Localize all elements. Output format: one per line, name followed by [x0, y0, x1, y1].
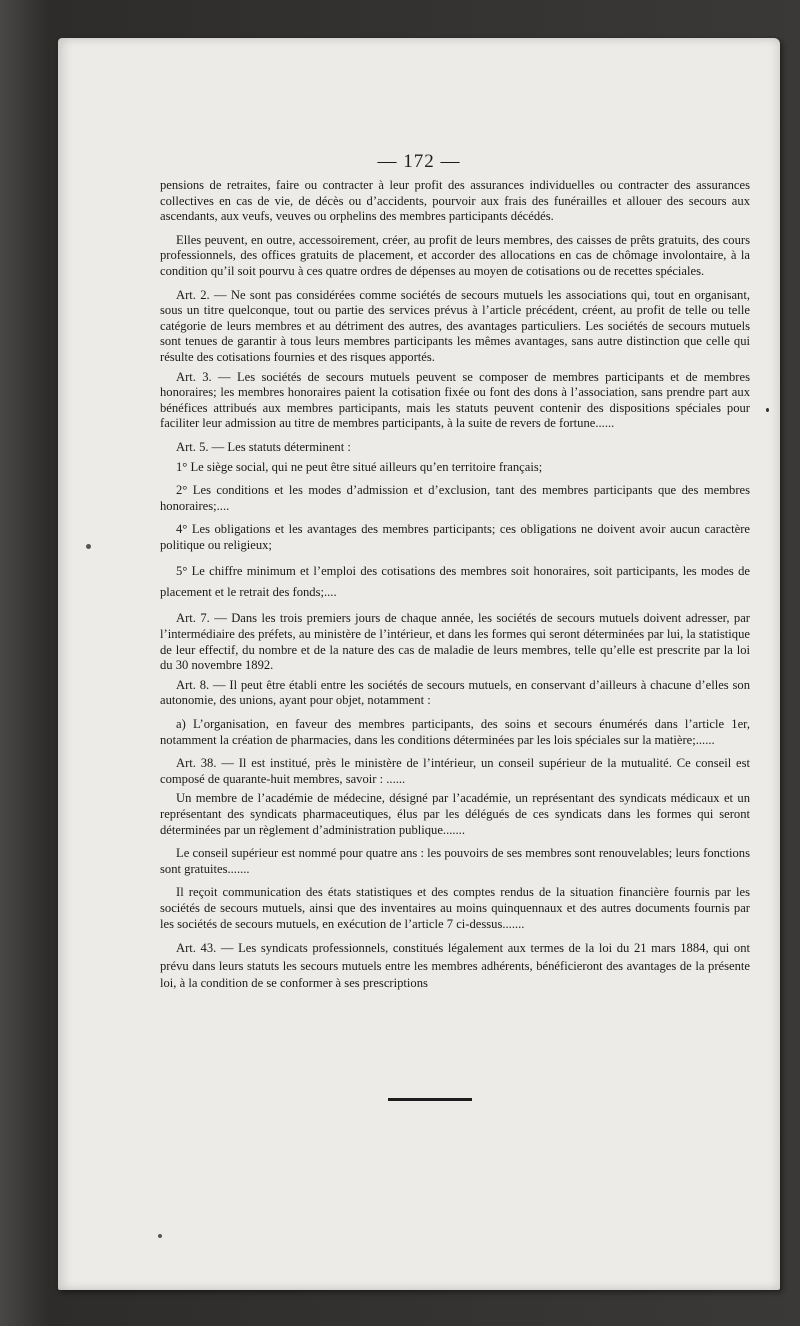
page-number: — 172 — [377, 151, 461, 172]
paragraph-art-43: Art. 43. — Les syndicats professionnels, constitués légalement aux termes de la loi du 21 mars 1884, qui ont prévu dans leurs statuts les secours mutuels entre les membres adhérents, bénéficieront des avantages de la présente loi, à la condition de se conformer à ses prescriptions [160, 941, 750, 991]
closing-rule [388, 1098, 472, 1101]
paragraph-art-5-item-1: 1° Le siège social, qui ne peut être situé ailleurs qu’en territoire français; [176, 459, 543, 474]
paragraph-art-38-statistics: Il reçoit communication des états statistiques et des comptes rendus de la situation financière fournis par les sociétés de secours mutuels, ainsi que des inventaires au moins quinquennaux et des autres documents fournis par les sociétés de secours mutuels, en exécution de l’article 7 ci-dessus....... [160, 885, 750, 931]
paragraph-art-2: Art. 2. — Ne sont pas considérées comme sociétés de secours mutuels les associations qui, tout en organisant, sous un titre quelconque, tout ou partie des services prévus à l’article précédent, créent, au profit de telle ou telle catégorie de leurs membres et au détriment des autres, des avantages particuliers. Les sociétés de secours mutuels sont tenues de garantir à tous leurs membres participants les mêmes avantages, sans autre distinction que celle qui résulte des cotisations fournies et des risques apportés. [160, 287, 750, 364]
paragraph-art-3: Art. 3. — Les sociétés de secours mutuels peuvent se composer de membres participants et de membres honoraires; les membres honoraires paient la cotisation fixée ou font des dons à l’association, sans prendre part aux bénéfices attribués aux membres participants, mais les statuts peuvent contenir des dispositions spéciales pour faciliter leur admission au titre de membres participants, à la suite de revers de fortune...... [160, 369, 750, 431]
paragraph-art-38-members: Un membre de l’académie de médecine, désigné par l’académie, un représentant des syndicats médicaux et un représentant des syndicats pharmaceutiques, élus par les délégués de ces syndicats dans les formes qui seront déterminées par un règlement d’administration publique....... [160, 791, 750, 837]
paragraph-art-5-item-2: 2° Les conditions et les modes d’admission et d’exclusion, tant des membres participants que des membres honoraires;.... [160, 483, 750, 513]
paragraph-art-38: Art. 38. — Il est institué, près le ministère de l’intérieur, un conseil supérieur de la mutualité. Ce conseil est composé de quarante-huit membres, savoir : ...... [160, 756, 750, 786]
paragraph-art-5-item-5: 5° Le chiffre minimum et l’emploi des cotisations des membres soit honoraires, soit participants, les modes de placement et le retrait des fonds;.... [160, 564, 750, 600]
paragraph-art-8: Art. 8. — Il peut être établi entre les sociétés de secours mutuels, en conservant d’ailleurs à chacune d’elles son autonomie, des unions, ayant pour objet, notamment : [160, 677, 750, 708]
document-page [58, 38, 780, 1290]
paper-speck [86, 544, 91, 549]
paragraph-art-5-item-4: 4° Les obligations et les avantages des membres participants; ces obligations ne doivent avoir aucun caractère politique ou religieux; [160, 522, 750, 552]
paragraph-continuation: pensions de retraites, faire ou contracter à leur profit des assurances individuelles ou contracter des assurances collectives en cas de vie, de décès ou d’accidents, pourvoir aux frais des funérailles et allouer des secours aux ascendants, aux veufs, veuves ou orphelins des membres participants décédés. [160, 178, 750, 224]
paragraph-art-38-term: Le conseil supérieur est nommé pour quatre ans : les pouvoirs de ses membres sont renouvelables; leurs fonctions sont gratuites....... [160, 846, 750, 876]
paragraph-elles-peuvent: Elles peuvent, en outre, accessoirement, créer, au profit de leurs membres, des caisses de prêts gratuits, des cours professionnels, des offices gratuits de placement, et accorder des allocations en cas de chômage involontaire, à la condition qu’il soit pourvu à ces quatre ordres de dépenses au moyen de cotisations ou de recettes spéciales. [160, 232, 750, 278]
body-text [160, 178, 750, 993]
paper-speck [766, 408, 769, 412]
paper-speck [158, 1234, 162, 1238]
paragraph-art-7: Art. 7. — Dans les trois premiers jours de chaque année, les sociétés de secours mutuels doivent adresser, par l’intermédiaire des préfets, au ministère de l’intérieur, et dans les formes qui seront déterminées par lui, la statistique de leur effectif, du nombre et de la nature des cas de maladie de leurs membres, telle qu’elle est prescrite par la loi du 30 novembre 1892. [160, 611, 750, 673]
paragraph-art-5: Art. 5. — Les statuts déterminent : [176, 439, 351, 454]
paragraph-art-8-item-a: a) L’organisation, en faveur des membres participants, des soins et secours énumérés dans l’article 1er, notamment la création de pharmacies, dans les conditions déterminées par les lois spéciales sur la matière;...... [160, 717, 750, 747]
